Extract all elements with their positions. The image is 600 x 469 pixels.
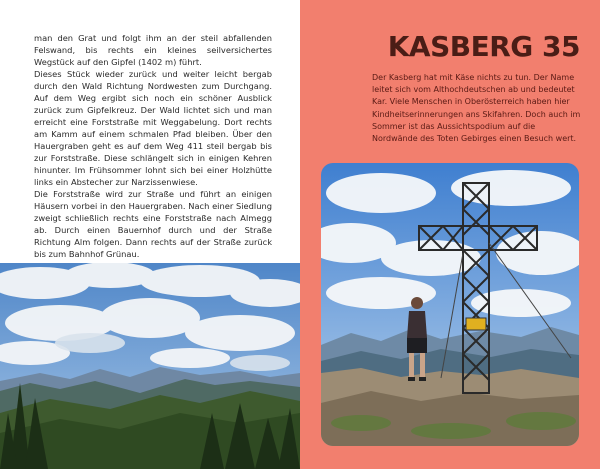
landscape-photo xyxy=(0,263,300,469)
body-text xyxy=(34,32,272,260)
paragraph-1: man den Grat und folgt ihm an der steil abfallenden Felswand, bis rechts ein kleines seilversichertes Wegstück auf den Gipfel (1402 m) führt. xyxy=(34,33,272,67)
paragraph-2: Dieses Stück wieder zurück und weiter leicht bergab durch den Wald Richtung Nordwesten zum Durchgang. Auf dem Weg ergibt sich noch ein schöner Ausblick zurück zum Gipfelkreuz. Der Wald lichtet sich und man erreicht eine Forststraße mit Weggabelung. Dort rechts am Kamm auf einem schmalen Pfad bleiben. Über den Hauergraben geht es auf dem Weg 411 steil bergab bis zur Forststraße. Diese schlängelt sich in einigen Kehren hinunter. Im Frühsommer lohnt sich bei einer Holzhütte links ein Abstecher zur Narzissenwiese. xyxy=(34,69,272,187)
summit-cross-photo xyxy=(321,163,579,446)
intro-text: Der Kasberg hat mit Käse nichts zu tun. Der Name leitet sich vom Althochdeutschen ab und bedeutet Kar. Viele Menschen in Oberösterreich haben hier Kindheitserinnerungen ans Skifahren. Doch auch im Sommer ist das Aussichtspodium auf die Nordwände des Toten Gebirges einen Besuch wert. xyxy=(372,73,581,144)
paragraph-3: Die Forststraße wird zur Straße und führt an einigen Häusern vorbei in den Hauergraben. Nach einer Siedlung zweigt schließlich rechts eine Forststraße nach Almegg ab. Durch einen Bauernhof durch und der Straße Richtung Alm folgen. Dann rechts auf der Straße zurück bis zum Bahnhof Grünau. xyxy=(34,189,272,259)
page-title: KASBERG 35 xyxy=(387,30,580,63)
